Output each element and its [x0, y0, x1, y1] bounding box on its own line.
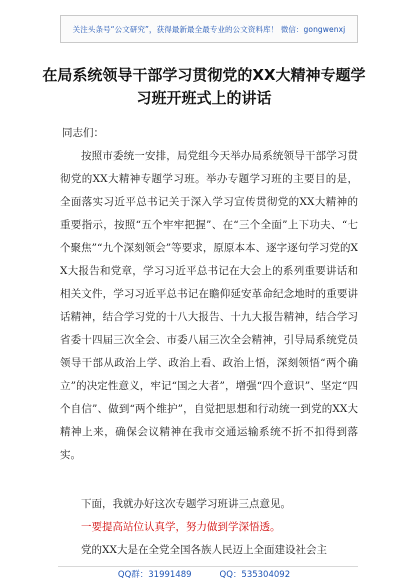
- footer-divider: [58, 566, 358, 567]
- footer: [40, 568, 368, 580]
- footer-qq-group: QQ群：31991489: [117, 570, 192, 580]
- promo-banner[interactable]: [60, 15, 358, 43]
- greeting: 同志们：: [62, 127, 104, 139]
- paragraph-1: 按照市委统一安排，局党组今天举办局系统领导干部学习贯彻党的XX大精神专题学习班。举办专题学习班的主要目的是，全面落实习近平总书记关于深入学习宣传贯彻党的XX大精神的重要指示，按照“五个牢牢把握”、在“三个全面”上下功夫、“七个聚焦”“九个深刻领会”等要求，原原本本、逐字逐句学习党的XX大报告和党章，学习习近平总书记在大会上的系列重要讲话和相关文件，学习习近平总书记在瞻仰延安革命纪念地时的重要讲话精神，结合学习党的十八大报告、十九大报告精神，结合学习省委十四届三次全会、市委八届三次全会精神，引导局系统党员领导干部从政治上学、政治上看、政治上悟，深刻领悟“两个确立”的决定性意义，牢记“国之大者”，增强“四个意识”、坚定“四个自信”、做到“两个维护”，自觉把思想和行动统一到党的XX大精神上来，确保会议精神在我市交通运输系统不折不扣得到落实。: [60, 150, 358, 461]
- promo-banner-text: 关注头条号“公文研究”，获得最新最全最专业的公文资料库！ 微信：gongwenxj: [72, 24, 346, 34]
- paragraph-2: 下面，我就办好这次专题学习班讲三点意见。: [81, 498, 291, 510]
- document-title: 在局系统领导干部学习贯彻党的XX大精神专题学习班开班式上的讲话: [42, 66, 366, 107]
- paragraph-3: 党的XX大是在全党全国各族人民迈上全面建设社会主: [81, 544, 327, 556]
- footer-qq: QQ：535304092: [219, 570, 291, 580]
- section-heading-1: 一要提高站位认真学，努力做到学深悟透。: [81, 521, 281, 533]
